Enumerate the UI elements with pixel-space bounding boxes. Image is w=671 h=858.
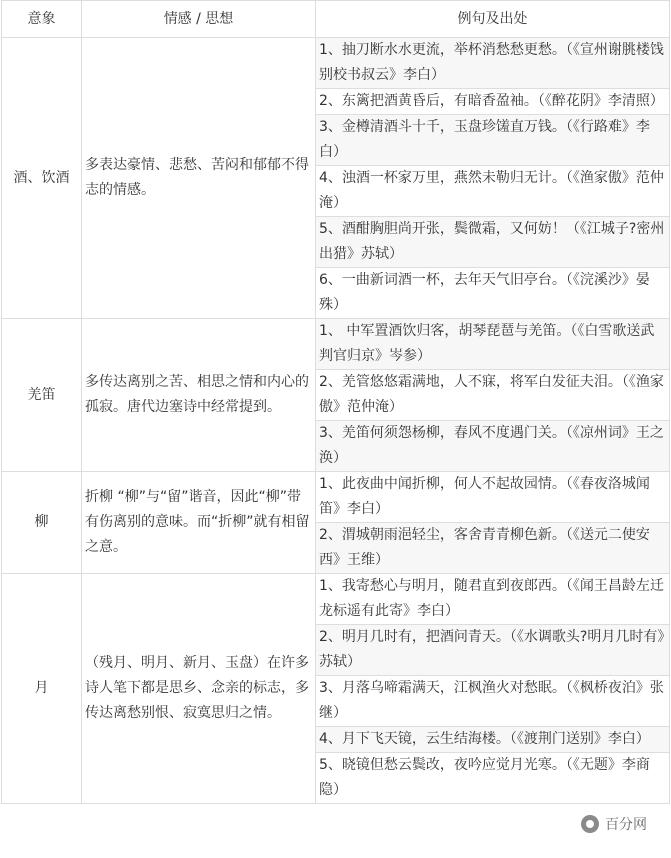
imagery-cell-qiangdi: 羌笛 (2, 319, 82, 472)
example-cell: 2、东篱把酒黄昏后，有暗香盈袖。（《醉花阴》李清照） (316, 89, 670, 115)
header-imagery: 意象 (2, 1, 82, 38)
table-row (2, 319, 670, 370)
poetry-imagery-table (1, 0, 670, 804)
example-cell: 5、晓镜但愁云鬓改，夜吟应觉月光寒。（《无题》李商隐） (316, 753, 670, 804)
watermark (575, 812, 653, 836)
imagery-cell-moon: 月 (2, 574, 82, 804)
example-cell: 5、酒酣胸胆尚开张，鬓微霜，又何妨！（《江城子?密州出猎》苏轼） (316, 217, 670, 268)
watermark-text: 百分网 (605, 817, 647, 833)
emotion-cell-wine: 多表达豪情、悲愁、苦闷和郁郁不得志的情感。 (82, 38, 316, 319)
emotion-cell-willow: 折柳 “柳”与“留”谐音，因此“柳”带有伤离别的意味。而“折柳”就有相留之意。 (82, 472, 316, 574)
example-cell: 4、月下飞天镜，云生结海楼。（《渡荆门送别》李白） (316, 727, 670, 753)
example-cell: 2、渭城朝雨浥轻尘，客舍青青柳色新。（《送元二使安西》王维） (316, 523, 670, 574)
example-cell: 6、一曲新词酒一杯，去年天气旧亭台。（《浣溪沙》晏殊） (316, 268, 670, 319)
example-cell: 1、抽刀断水水更流，举杯消愁愁更愁。（《宣州谢朓楼饯别校书叔云》李白） (316, 38, 670, 89)
example-cell: 2、羌管悠悠霜满地，人不寐，将军白发征夫泪。（《渔家傲》范仲淹） (316, 370, 670, 421)
table-row (2, 38, 670, 89)
example-cell: 4、浊酒一杯家万里，燕然未勒归无计。（《渔家傲》范仲淹） (316, 166, 670, 217)
emotion-cell-moon: （残月、明月、新月、玉盘）在许多诗人笔下都是思乡、念亲的标志，多传达离愁别恨、寂寞思归之情。 (82, 574, 316, 804)
header-examples: 例句及出处 (316, 1, 670, 38)
imagery-cell-willow: 柳 (2, 472, 82, 574)
table-header-row (2, 1, 670, 38)
header-emotion: 情感 / 思想 (82, 1, 316, 38)
imagery-cell-wine: 酒、饮酒 (2, 38, 82, 319)
table-row (2, 574, 670, 625)
baifenwang-logo-icon (581, 815, 599, 833)
example-cell: 3、金樽清酒斗十千，玉盘珍馐直万钱。（《行路难》李白） (316, 115, 670, 166)
table-row (2, 472, 670, 523)
example-cell: 3、月落乌啼霜满天，江枫渔火对愁眠。（《枫桥夜泊》张继） (316, 676, 670, 727)
emotion-cell-qiangdi: 多传达离别之苦、相思之情和内心的孤寂。唐代边塞诗中经常提到。 (82, 319, 316, 472)
example-cell: 1、我寄愁心与明月，随君直到夜郎西。（《闻王昌龄左迁龙标遥有此寄》李白） (316, 574, 670, 625)
example-cell: 1、 中军置酒饮归客，胡琴琵琶与羌笛。（《白雪歌送武判官归京》岑参） (316, 319, 670, 370)
example-cell: 2、明月几时有，把酒问青天。（《水调歌头?明月几时有》苏轼） (316, 625, 670, 676)
example-cell: 1、此夜曲中闻折柳，何人不起故园情。（《春夜洛城闻笛》李白） (316, 472, 670, 523)
example-cell: 3、羌笛何须怨杨柳，春风不度遇门关。（《凉州词》王之涣） (316, 421, 670, 472)
